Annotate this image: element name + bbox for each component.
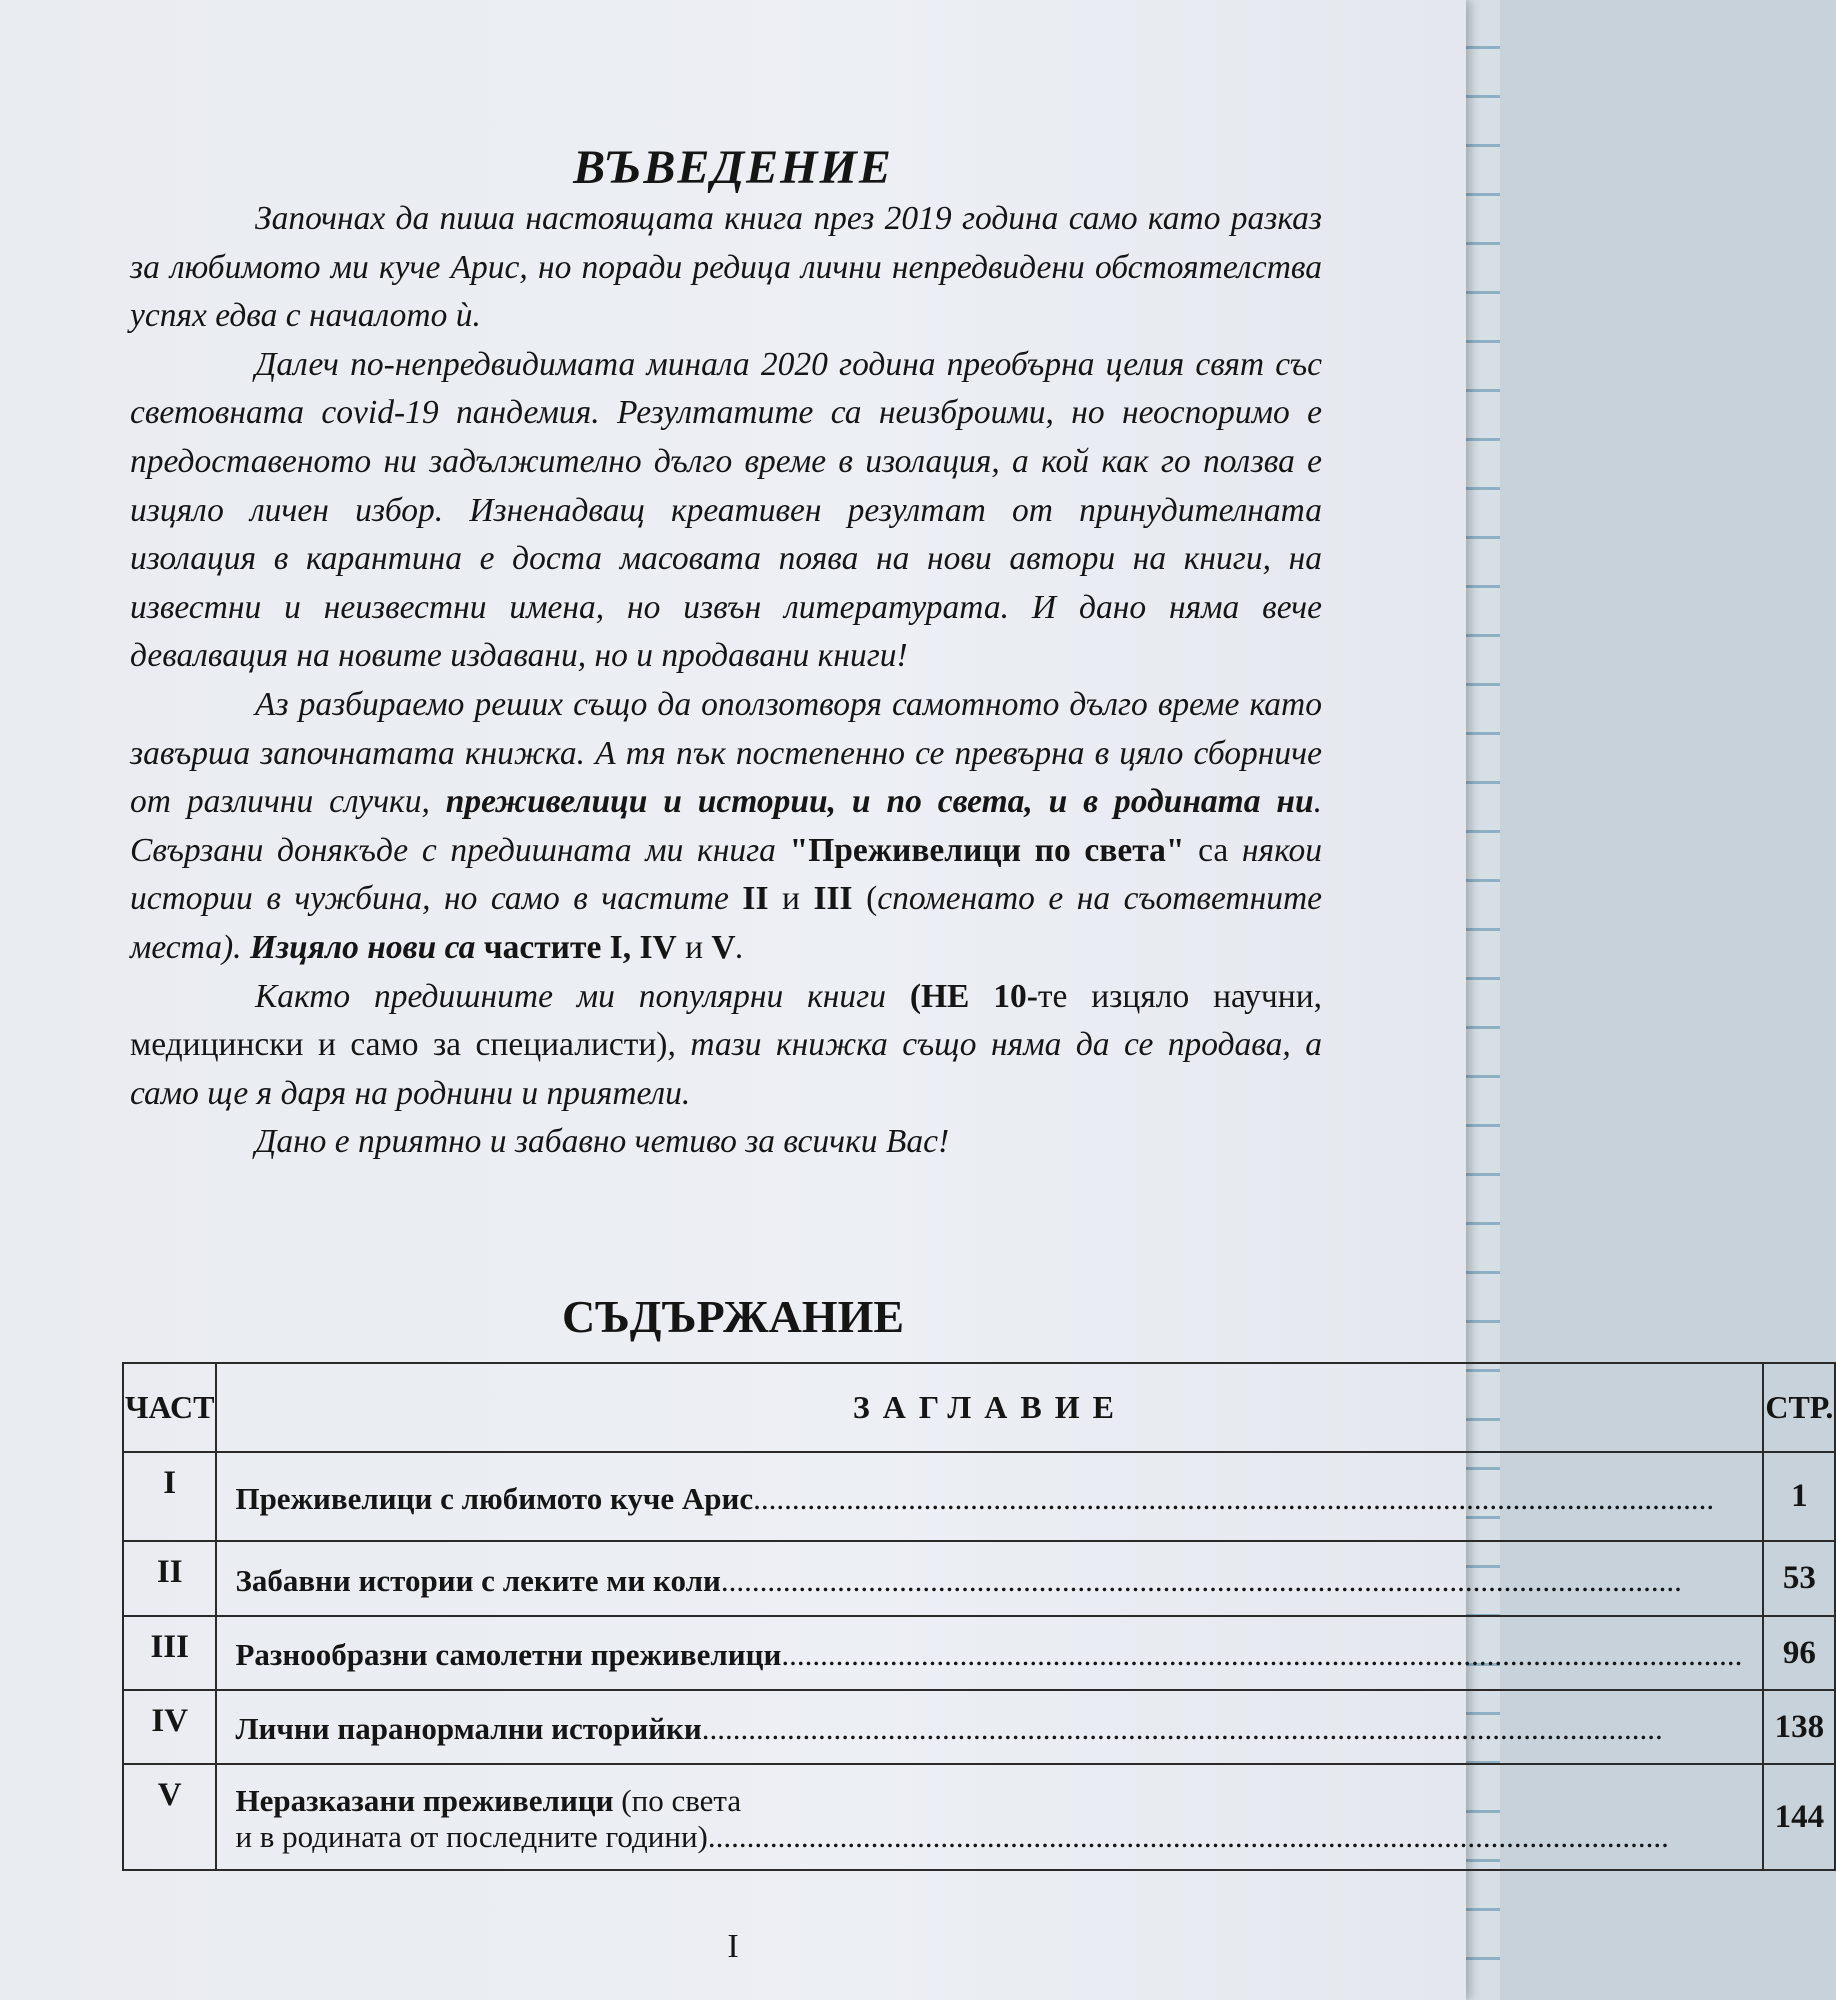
p3-text-c: . Свързани донякъде с предишната ми книга (130, 783, 1322, 869)
p3-paren-close: ). (222, 928, 242, 966)
toc-title-cell (216, 1764, 1763, 1870)
toc-title: Разнообразни самолетни преживелици (235, 1637, 782, 1672)
toc-header-row (123, 1363, 1835, 1452)
toc-title-cell (216, 1690, 1763, 1764)
intro-paragraph-3 (130, 681, 1322, 973)
intro-paragraph-2: Далеч по-непредвидимата минала 2020 година преобърна целия свят със световната covid-19 пандемия. Резултатите са неизброими, но неоспоримо е предоставеното ни задължително дълго време в изолация, а кой как го ползва е изцяло личен избор. Изненадващ креативен резултат от принудителната изолация в карантина е доста масовата поява на нови автори на книги, на известни и неизвестни имена, но извън литературата. И дано няма вече девалвация на новите издавани, но и продавани книги! (130, 345, 1322, 675)
toc-title-cell (216, 1452, 1763, 1541)
toc-title: Преживелици с любимото куче Арис (235, 1480, 754, 1516)
leader-dots (753, 1481, 1742, 1517)
toc-title: Лични паранормални историйки (235, 1711, 702, 1746)
leader-dots (721, 1563, 1743, 1599)
toc-part: III (123, 1616, 216, 1690)
p3-text-a: Аз разбираемо реших също да оползотворя самотното дълго време като завърша започнатата книжка. А тя пък постепенно се превърна в цяло сборниче от различни случки, (130, 685, 1322, 821)
toc-page: 138 (1763, 1690, 1835, 1764)
p4-text-d: , тази книжка също няма да се продава, а само ще я даря на роднини и приятели. (130, 1026, 1322, 1112)
toc-title-cell (216, 1541, 1763, 1616)
toc-heading: СЪДЪРЖАНИЕ (561, 1291, 905, 1342)
toc-title-note: (по света (621, 1783, 742, 1818)
p3-note: споменато е на съответните места (130, 880, 1323, 966)
p3-end: . (735, 928, 744, 966)
p3-part-iii: III (813, 880, 853, 918)
p4-bold: (НЕ 10- (909, 977, 1038, 1015)
p3-new-parts-label: Изцяло нови са (249, 928, 476, 966)
toc-page: 1 (1763, 1452, 1835, 1541)
p3-and: и (782, 880, 800, 918)
toc-header-title: ЗАГЛАВИЕ (216, 1363, 1763, 1452)
p3-text-e: са (1198, 831, 1229, 869)
toc-title: Неразказани преживелици (235, 1783, 614, 1818)
toc-page: 96 (1763, 1616, 1835, 1690)
p3-new-parts: частите I, IV (483, 928, 677, 966)
toc-header-part: ЧАСТ (123, 1363, 216, 1452)
p4-text-a: Както предишните ми популярни книги (255, 977, 886, 1015)
page-number: I (727, 1928, 739, 1965)
toc-part: V (123, 1764, 216, 1870)
toc-part: II (123, 1541, 216, 1616)
intro-paragraph-1: Започнах да пиша настоящата книга през 2019 година само като разказ за любимото ми куче Арис, но поради редица лични непредвидени обстоятелства успях едва с началото ѝ. (130, 200, 1322, 335)
toc-row (123, 1690, 1835, 1764)
toc-title: Забавни истории с леките ми коли (235, 1562, 721, 1598)
toc-page: 53 (1763, 1541, 1835, 1616)
leader-dots (781, 1637, 1742, 1673)
intro-paragraph-4 (130, 973, 1322, 1119)
toc-row (123, 1541, 1835, 1616)
p4-upright: те изцяло научни, медицински и само за специалисти) (130, 977, 1322, 1064)
toc-row (123, 1452, 1835, 1541)
toc-row (123, 1764, 1835, 1870)
toc-title-line2: и в родината от последните години) (235, 1819, 708, 1854)
p3-text-f: някои истории в чужбина, но само в частите (130, 831, 1323, 918)
p3-and-2: и (685, 928, 704, 966)
intro-heading: ВЪВЕДЕНИЕ (573, 141, 893, 194)
leader-dots (702, 1711, 1743, 1747)
toc-page: 144 (1763, 1764, 1835, 1870)
toc-title-cell (216, 1616, 1763, 1690)
toc-row (123, 1616, 1835, 1690)
p3-part-ii: II (742, 880, 769, 918)
toc-part: IV (123, 1690, 216, 1764)
toc-part: I (123, 1452, 216, 1541)
p3-part-v: V (711, 928, 736, 966)
leader-dots (708, 1819, 1742, 1855)
toc-header-page: СТР. (1763, 1363, 1835, 1452)
intro-text (130, 195, 1322, 1167)
toc-table (122, 1362, 1836, 1871)
intro-paragraph-5: Дано е приятно и забавно четиво за всички Вас! (255, 1123, 950, 1161)
p3-book-title: "Преживелици по света" (789, 831, 1185, 869)
p3-paren-open: ( (866, 880, 878, 918)
p3-bold-phrase: преживелици и истории, и по света, и в родината ни (445, 783, 1314, 821)
